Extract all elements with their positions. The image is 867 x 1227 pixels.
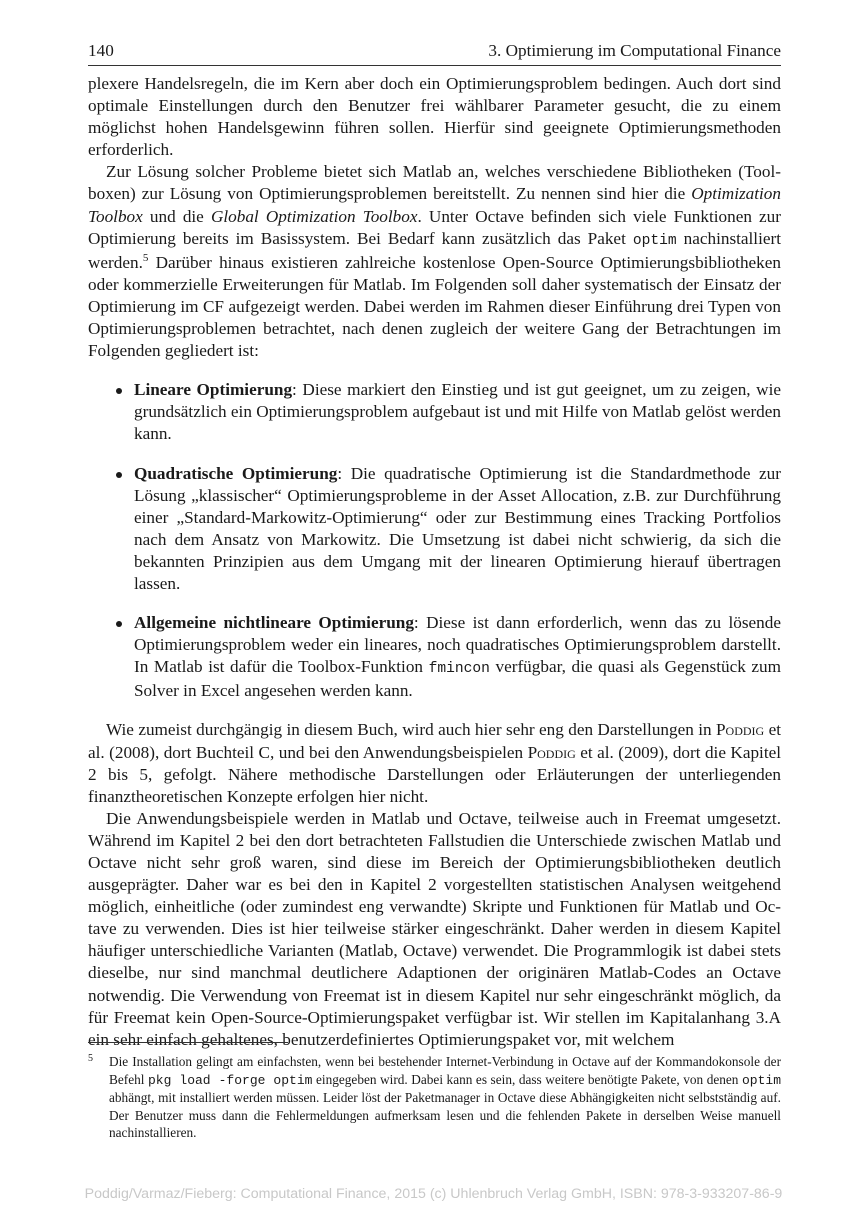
code-pkg-load: pkg load -forge optim: [147, 1072, 313, 1088]
author-name: Poddig: [715, 720, 765, 740]
body-text: [88, 73, 781, 1051]
paragraph-continuation: plexere Handelsregeln, die im Kern aber doch ein Optimierungsproblem bedingen. Auch dort sind optimale Einstellungen durch den Benutzer frei wählbarer Parameter gesucht, die zu einem möglichst hohen Handelsgewinn führen sollen. Hierfür sind geeignete Optimierungsmethoden erforderlich.: [88, 74, 781, 160]
text-run: Die Installation gelingt am einfachsten, wenn bei bestehender Internet-Verbindung in Octave auf der Kommandokonsole der Befehl: [109, 1054, 781, 1087]
list-item-term: Quadratische Optimierung: [134, 463, 338, 483]
list-item-term: Lineare Optimierung: [134, 380, 293, 400]
optimization-types-list: [88, 379, 781, 702]
list-item-text: verfügbar, die quasi als Gegenstück zum Solver in Excel angesehen werden kann.: [134, 657, 781, 701]
list-item-text: : Diese ist dann erforderlich, wenn das zu lösende Optimierungsproblem weder ein lineares, noch quadratisches Optimierungsproblem darstellt. In Matlab ist dafür die Toolbox-Funktion: [134, 613, 781, 677]
toolbox-name: Optimization Toolbox: [88, 184, 781, 226]
code-fmincon: fmincon: [428, 661, 490, 678]
footnote-5: [88, 1053, 781, 1142]
text-run: und die: [142, 206, 211, 226]
footnote-divider: [88, 1042, 288, 1043]
list-item-text: : Die quadratische Optimierung ist die Standardmethode zur Lösung „klassischer“ Optimierungsprobleme in der Asset Allocation, z.B. zur Durchführung einer „Standard-Markowitz-Optimierung“ oder zur Bestimmung eines Tracking Portfolios nach dem Ansatz von Markowitz. Die Umsetzung ist dabei nicht schwierig, da sich die bekannten Prinzipien aus dem Umgang mit der linearen Optimierung hierauf übertragen lassen.: [134, 463, 781, 593]
text-run: Darüber hinaus existieren zahlreiche kostenlose Open-Source Optimierungsbibliotheken oder kommerzielle Erweiterungen für Matlab. Im Folgenden soll daher systematisch der Einsatz der Optimierung im CF aufgezeigt werden. Dabei werden im Rahmen dieser Einführung drei Typen von Optimierungsproblemen betrachtet, nach denen zugleich der weitere Gang der Betrachtungen im Folgenden gegliedert ist:: [88, 252, 781, 361]
text-run: et al. (2008), dort Buchteil C, und bei den Anwendungsbeispielen: [88, 720, 781, 762]
code-optim: optim: [741, 1072, 781, 1088]
code-optim: optim: [632, 232, 677, 249]
author-name: Poddig: [527, 742, 576, 762]
list-item-quadratic: [88, 463, 781, 596]
list-item-text: : Diese markiert den Einstieg und ist gut geeignet, um zu zeigen, wie grundsätzlich ein Optimierungsproblem aufgebaut ist und mit Hilfe von Matlab gelöst werden kann.: [134, 380, 781, 444]
list-item-linear: [88, 379, 781, 445]
footnote-mark: 5: [88, 1053, 93, 1064]
bullet-icon: [116, 472, 122, 478]
footnote-reference[interactable]: 5: [142, 251, 149, 264]
copyright-watermark: Poddig/Varmaz/Fieberg: Computational Finance, 2015 (c) Uhlenbruch Verlag GmbH, ISBN: 978-3-933207-86-9: [84, 1186, 783, 1202]
page-number: 140: [88, 41, 114, 60]
bullet-icon: [116, 621, 122, 627]
paragraph-matlab-toolboxes: [88, 161, 781, 362]
paragraph-references: [88, 719, 781, 807]
text-run: abhängt, mit installiert werden müssen. Leider löst der Paketmanager in Octave diese Abhängigkeiten nicht selbstständig auf. Der Benutzer muss dann die Fehlermeldungen aufmerksam lesen und die fehlenden Pakete in derselben Weise manuell nachinstallieren.: [109, 1090, 781, 1141]
toolbox-name: Global Optimization Toolbox: [210, 206, 418, 226]
page: [88, 40, 781, 1051]
paragraph-implementations: Die Anwendungsbeispiele werden in Matlab und Octave, teilweise auch in Freemat umgesetzt. Während im Kapitel 2 bei den dort betrachteten Fallstudien die Unterschiede zwischen Matlab und Octave nicht sehr groß waren, sind diese im Bereich der Optimierungsbibliotheken deutlich ausgeprägter. Daher war es bei den in Kapitel 2 vorgestellten statistischen Analysen weitgehend möglich, einheitliche (oder zumindest eng verwandte) Skripte und Funktionen für Matlab und Octave zu verwenden. Dies ist hier teilweise stärker eingeschränkt. Daher werden in diesem Kapitel häufiger unterschiedliche Varianten (Matlab, Octave) verwendet. Die Programmlogik ist dabei stets dieselbe, nur sind manchmal deutlichere Adaptionen der originären Matlab-Codes an Octave notwendig. Die Verwendung von Freemat ist in diesem Kapitel nur sehr eingeschränkt möglich, da für Freemat kein Open-Source-Optimierungspaket verfügbar ist. Wir stellen im Kapitalanhang 3.A ein sehr einfach gehaltenes, benutzerdefiniertes Optimierungspaket vor, mit welchem: [88, 808, 781, 1049]
list-item-term: Allgemeine nichtlineare Optimierung: [134, 613, 414, 633]
footnote-text: [109, 1053, 781, 1142]
text-run: nachinstalliert werden.: [88, 228, 781, 272]
text-run: Wie zumeist durchgängig in diesem Buch, wird auch hier sehr eng den Darstellungen in: [106, 720, 716, 740]
text-run: et al. (2009), dort die Kapitel 2 bis 5, gefolgt. Nähere methodische Darstellungen oder Erläuterungen der unterliegenden finanztheoretischen Konzepte erfolgen hier nicht.: [88, 742, 781, 806]
running-head: [88, 40, 781, 66]
text-run: . Unter Octave befinden sich viele Funktionen zur Optimierung bereits im Basissystem. Bei Bedarf kann zusätzlich das Paket: [88, 206, 781, 248]
text-run: Zur Lösung solcher Probleme bietet sich Matlab an, welches verschiedene Bibliotheken (Toolboxen) zur Lösung von Optimierungsproblemen bereitstellt. Zu nennen sind hier die: [88, 162, 781, 204]
chapter-title: 3. Optimierung im Computational Finance: [488, 41, 781, 60]
text-run: eingegeben wird. Dabei kann es sein, dass weitere benötigte Pakete, von denen: [312, 1071, 742, 1087]
list-item-nonlinear: [88, 612, 781, 702]
bullet-icon: [116, 388, 122, 394]
